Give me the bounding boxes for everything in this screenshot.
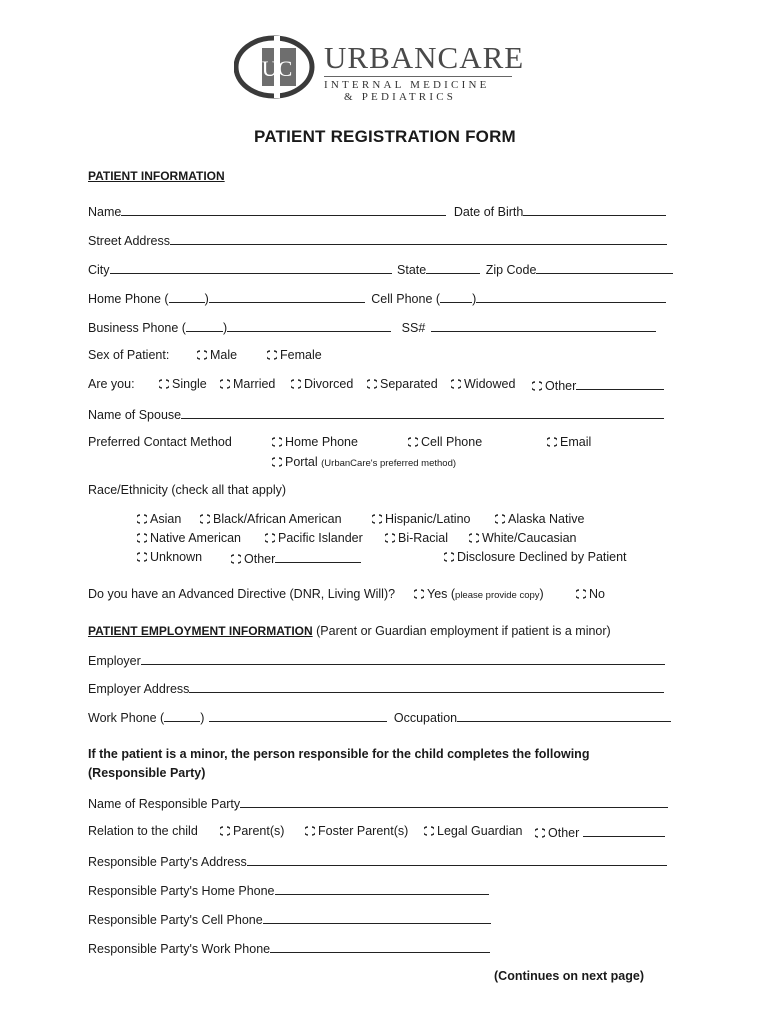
directive-option-no[interactable] bbox=[576, 587, 605, 601]
relation-other-field[interactable] bbox=[583, 824, 665, 837]
city-label: City bbox=[88, 263, 110, 277]
ssn-label: SS# bbox=[401, 321, 426, 335]
marital-option-divorced[interactable] bbox=[291, 377, 353, 391]
option-label: White/Caucasian bbox=[482, 531, 577, 545]
option-label: Foster Parent(s) bbox=[318, 824, 409, 838]
name-field[interactable] bbox=[121, 203, 446, 216]
ssn-field[interactable] bbox=[431, 319, 656, 332]
radio-icon bbox=[532, 381, 542, 391]
form-title: PATIENT REGISTRATION FORM bbox=[254, 127, 516, 146]
contact-option-portal[interactable] bbox=[272, 455, 456, 469]
spouse-row bbox=[88, 406, 664, 424]
uc-emblem-icon bbox=[234, 34, 318, 100]
city-row bbox=[88, 261, 673, 279]
responsible-address-field[interactable] bbox=[247, 853, 667, 866]
option-label: Bi-Racial bbox=[398, 531, 449, 545]
directive-label: Do you have an Advanced Directive (DNR, Living Will)? bbox=[88, 587, 396, 601]
radio-icon bbox=[305, 826, 315, 836]
spouse-label: Name of Spouse bbox=[88, 408, 182, 422]
responsible-cell-phone-label: Responsible Party's Cell Phone bbox=[88, 913, 263, 927]
radio-icon bbox=[267, 350, 277, 360]
race-option-alaska-native[interactable] bbox=[495, 512, 584, 526]
responsible-work-phone-label: Responsible Party's Work Phone bbox=[88, 942, 271, 956]
patient-information-heading: PATIENT INFORMATION bbox=[88, 169, 225, 183]
option-label: Hispanic/Latino bbox=[385, 512, 471, 526]
responsible-home-phone-label: Responsible Party's Home Phone bbox=[88, 884, 275, 898]
cell-phone-area-field[interactable] bbox=[440, 290, 472, 303]
option-label: Legal Guardian bbox=[437, 824, 523, 838]
race-option-hispanic[interactable] bbox=[372, 512, 470, 526]
portal-note: (UrbanCare's preferred method) bbox=[321, 458, 457, 469]
relation-label: Relation to the child bbox=[88, 824, 198, 838]
option-label: Pacific Islander bbox=[278, 531, 363, 545]
race-option-asian[interactable] bbox=[137, 512, 181, 526]
marital-option-separated[interactable] bbox=[367, 377, 438, 391]
option-label: Separated bbox=[380, 377, 438, 391]
directive-note: please provide copy bbox=[455, 590, 540, 601]
radio-icon bbox=[272, 437, 282, 447]
option-label: Cell Phone bbox=[421, 435, 483, 449]
radio-icon bbox=[137, 533, 147, 543]
name-label: Name bbox=[88, 205, 122, 219]
radio-icon bbox=[220, 379, 230, 389]
sex-option-female[interactable] bbox=[267, 348, 322, 362]
radio-icon bbox=[576, 589, 586, 599]
race-other-field[interactable] bbox=[275, 550, 361, 563]
radio-icon bbox=[414, 589, 424, 599]
emblem-text: UC bbox=[261, 56, 293, 81]
responsible-cell-phone-row bbox=[88, 911, 491, 929]
home-phone-area-field[interactable] bbox=[169, 290, 205, 303]
employer-address-field[interactable] bbox=[189, 680, 664, 693]
option-label: Married bbox=[233, 377, 276, 391]
option-label: Email bbox=[560, 435, 592, 449]
zip-field[interactable] bbox=[536, 261, 673, 274]
responsible-intro-line1: If the patient is a minor, the person responsible for the child completes the following bbox=[88, 747, 590, 761]
employer-label: Employer bbox=[88, 654, 141, 668]
directive-option-yes[interactable] bbox=[414, 587, 544, 601]
street-field[interactable] bbox=[170, 232, 667, 245]
phone-row bbox=[88, 290, 666, 308]
radio-icon bbox=[535, 828, 545, 838]
contact-option-home-phone[interactable] bbox=[272, 435, 358, 449]
urbancare-logo bbox=[234, 34, 524, 104]
paren-close: ) bbox=[222, 321, 228, 335]
dob-label: Date of Birth bbox=[453, 205, 524, 219]
dob-field[interactable] bbox=[523, 203, 666, 216]
business-phone-field[interactable] bbox=[227, 319, 391, 332]
radio-icon bbox=[137, 552, 147, 562]
employment-heading: PATIENT EMPLOYMENT INFORMATION bbox=[88, 624, 313, 638]
option-label: No bbox=[589, 587, 605, 601]
radio-icon bbox=[265, 533, 275, 543]
employment-heading-note: (Parent or Guardian employment if patient is a minor) bbox=[312, 624, 611, 638]
marital-label: Are you: bbox=[88, 377, 135, 391]
responsible-name-field[interactable] bbox=[240, 795, 668, 808]
logo-name: URBANCARE bbox=[324, 40, 525, 75]
responsible-home-phone-row bbox=[88, 882, 489, 900]
employment-heading-row bbox=[88, 624, 611, 642]
marital-option-single[interactable] bbox=[159, 377, 207, 391]
responsible-name-label: Name of Responsible Party bbox=[88, 797, 241, 811]
employer-row bbox=[88, 652, 665, 670]
radio-icon bbox=[137, 514, 147, 524]
radio-icon bbox=[469, 533, 479, 543]
race-option-declined[interactable] bbox=[444, 550, 627, 564]
logo-divider bbox=[324, 76, 512, 77]
option-label: Female bbox=[280, 348, 322, 362]
radio-icon bbox=[197, 350, 207, 360]
responsible-cell-phone-field[interactable] bbox=[263, 911, 491, 924]
contact-label: Preferred Contact Method bbox=[88, 435, 232, 449]
contact-option-cell-phone[interactable] bbox=[408, 435, 482, 449]
option-label: Other bbox=[244, 552, 276, 566]
street-label: Street Address bbox=[88, 234, 170, 248]
name-row bbox=[88, 203, 666, 221]
race-option-black[interactable] bbox=[200, 512, 342, 526]
relation-option-legal-guardian[interactable] bbox=[424, 824, 522, 838]
option-label: Home Phone bbox=[285, 435, 358, 449]
option-label: Other bbox=[545, 379, 577, 393]
contact-option-email[interactable] bbox=[547, 435, 591, 449]
state-field[interactable] bbox=[426, 261, 480, 274]
cell-phone-label: Cell Phone ( bbox=[371, 292, 441, 306]
option-label: Disclosure Declined by Patient bbox=[457, 550, 627, 564]
race-option-pacific-islander[interactable] bbox=[265, 531, 363, 545]
work-phone-field[interactable] bbox=[209, 709, 387, 722]
marital-option-other[interactable] bbox=[532, 377, 664, 393]
cell-phone-field[interactable] bbox=[476, 290, 666, 303]
sex-option-male[interactable] bbox=[197, 348, 237, 362]
home-phone-label: Home Phone ( bbox=[88, 292, 169, 306]
race-option-bi-racial[interactable] bbox=[385, 531, 448, 545]
radio-icon bbox=[451, 379, 461, 389]
responsible-home-phone-field[interactable] bbox=[275, 882, 489, 895]
option-label: Single bbox=[172, 377, 207, 391]
responsible-address-row bbox=[88, 853, 667, 871]
race-option-native-american[interactable] bbox=[137, 531, 241, 545]
responsible-work-phone-row bbox=[88, 940, 490, 958]
relation-option-parents[interactable] bbox=[220, 824, 284, 838]
option-label: Other bbox=[548, 826, 580, 840]
radio-icon bbox=[495, 514, 505, 524]
business-phone-label: Business Phone ( bbox=[88, 321, 186, 335]
radio-icon bbox=[231, 554, 241, 564]
occupation-label: Occupation bbox=[393, 711, 458, 725]
option-label: Male bbox=[210, 348, 238, 362]
radio-icon bbox=[444, 552, 454, 562]
paren-close: ) bbox=[539, 587, 544, 601]
work-phone-row bbox=[88, 709, 671, 727]
paren-close: ) bbox=[204, 292, 209, 306]
paren-close: ) bbox=[200, 711, 205, 725]
city-field[interactable] bbox=[110, 261, 392, 274]
work-phone-area-field[interactable] bbox=[164, 709, 200, 722]
radio-icon bbox=[220, 826, 230, 836]
responsible-name-row bbox=[88, 795, 668, 813]
radio-icon bbox=[291, 379, 301, 389]
race-option-other[interactable] bbox=[231, 550, 361, 566]
radio-icon bbox=[159, 379, 169, 389]
option-label: Black/African American bbox=[213, 512, 342, 526]
responsible-work-phone-field[interactable] bbox=[270, 940, 490, 953]
state-label: State bbox=[397, 263, 427, 277]
option-label: Yes ( bbox=[427, 587, 456, 601]
logo-subtitle-line1: INTERNAL MEDICINE bbox=[324, 79, 490, 91]
marital-option-widowed[interactable] bbox=[451, 377, 515, 391]
radio-icon bbox=[272, 457, 282, 467]
radio-icon bbox=[408, 437, 418, 447]
race-label: Race/Ethnicity (check all that apply) bbox=[88, 483, 287, 497]
responsible-intro-line2: (Responsible Party) bbox=[88, 766, 206, 780]
street-row bbox=[88, 232, 667, 250]
option-label: Unknown bbox=[150, 550, 203, 564]
continues-note: (Continues on next page) bbox=[494, 969, 644, 983]
option-label: Parent(s) bbox=[233, 824, 285, 838]
radio-icon bbox=[200, 514, 210, 524]
logo-subtitle-line2: & PEDIATRICS bbox=[344, 91, 457, 103]
relation-option-other[interactable] bbox=[535, 824, 665, 840]
business-phone-area-field[interactable] bbox=[186, 319, 223, 332]
business-row bbox=[88, 319, 656, 337]
radio-icon bbox=[372, 514, 382, 524]
radio-icon bbox=[547, 437, 557, 447]
marital-option-married[interactable] bbox=[220, 377, 275, 391]
work-phone-label: Work Phone ( bbox=[88, 711, 165, 725]
employer-field[interactable] bbox=[141, 652, 665, 665]
option-label: Divorced bbox=[304, 377, 354, 391]
radio-icon bbox=[424, 826, 434, 836]
radio-icon bbox=[385, 533, 395, 543]
employer-address-row bbox=[88, 680, 664, 698]
sex-label: Sex of Patient: bbox=[88, 348, 170, 362]
zip-label: Zip Code bbox=[485, 263, 537, 277]
race-option-unknown[interactable] bbox=[137, 550, 202, 564]
option-label: Portal bbox=[285, 455, 318, 469]
relation-option-foster-parents[interactable] bbox=[305, 824, 408, 838]
employer-address-label: Employer Address bbox=[88, 682, 190, 696]
option-label: Asian bbox=[150, 512, 182, 526]
spouse-field[interactable] bbox=[181, 406, 664, 419]
marital-other-field[interactable] bbox=[576, 377, 664, 390]
race-option-white[interactable] bbox=[469, 531, 577, 545]
option-label: Native American bbox=[150, 531, 242, 545]
occupation-field[interactable] bbox=[457, 709, 671, 722]
home-phone-field[interactable] bbox=[209, 290, 365, 303]
responsible-address-label: Responsible Party's Address bbox=[88, 855, 247, 869]
option-label: Widowed bbox=[464, 377, 516, 391]
radio-icon bbox=[367, 379, 377, 389]
option-label: Alaska Native bbox=[508, 512, 585, 526]
paren-close: ) bbox=[472, 292, 477, 306]
